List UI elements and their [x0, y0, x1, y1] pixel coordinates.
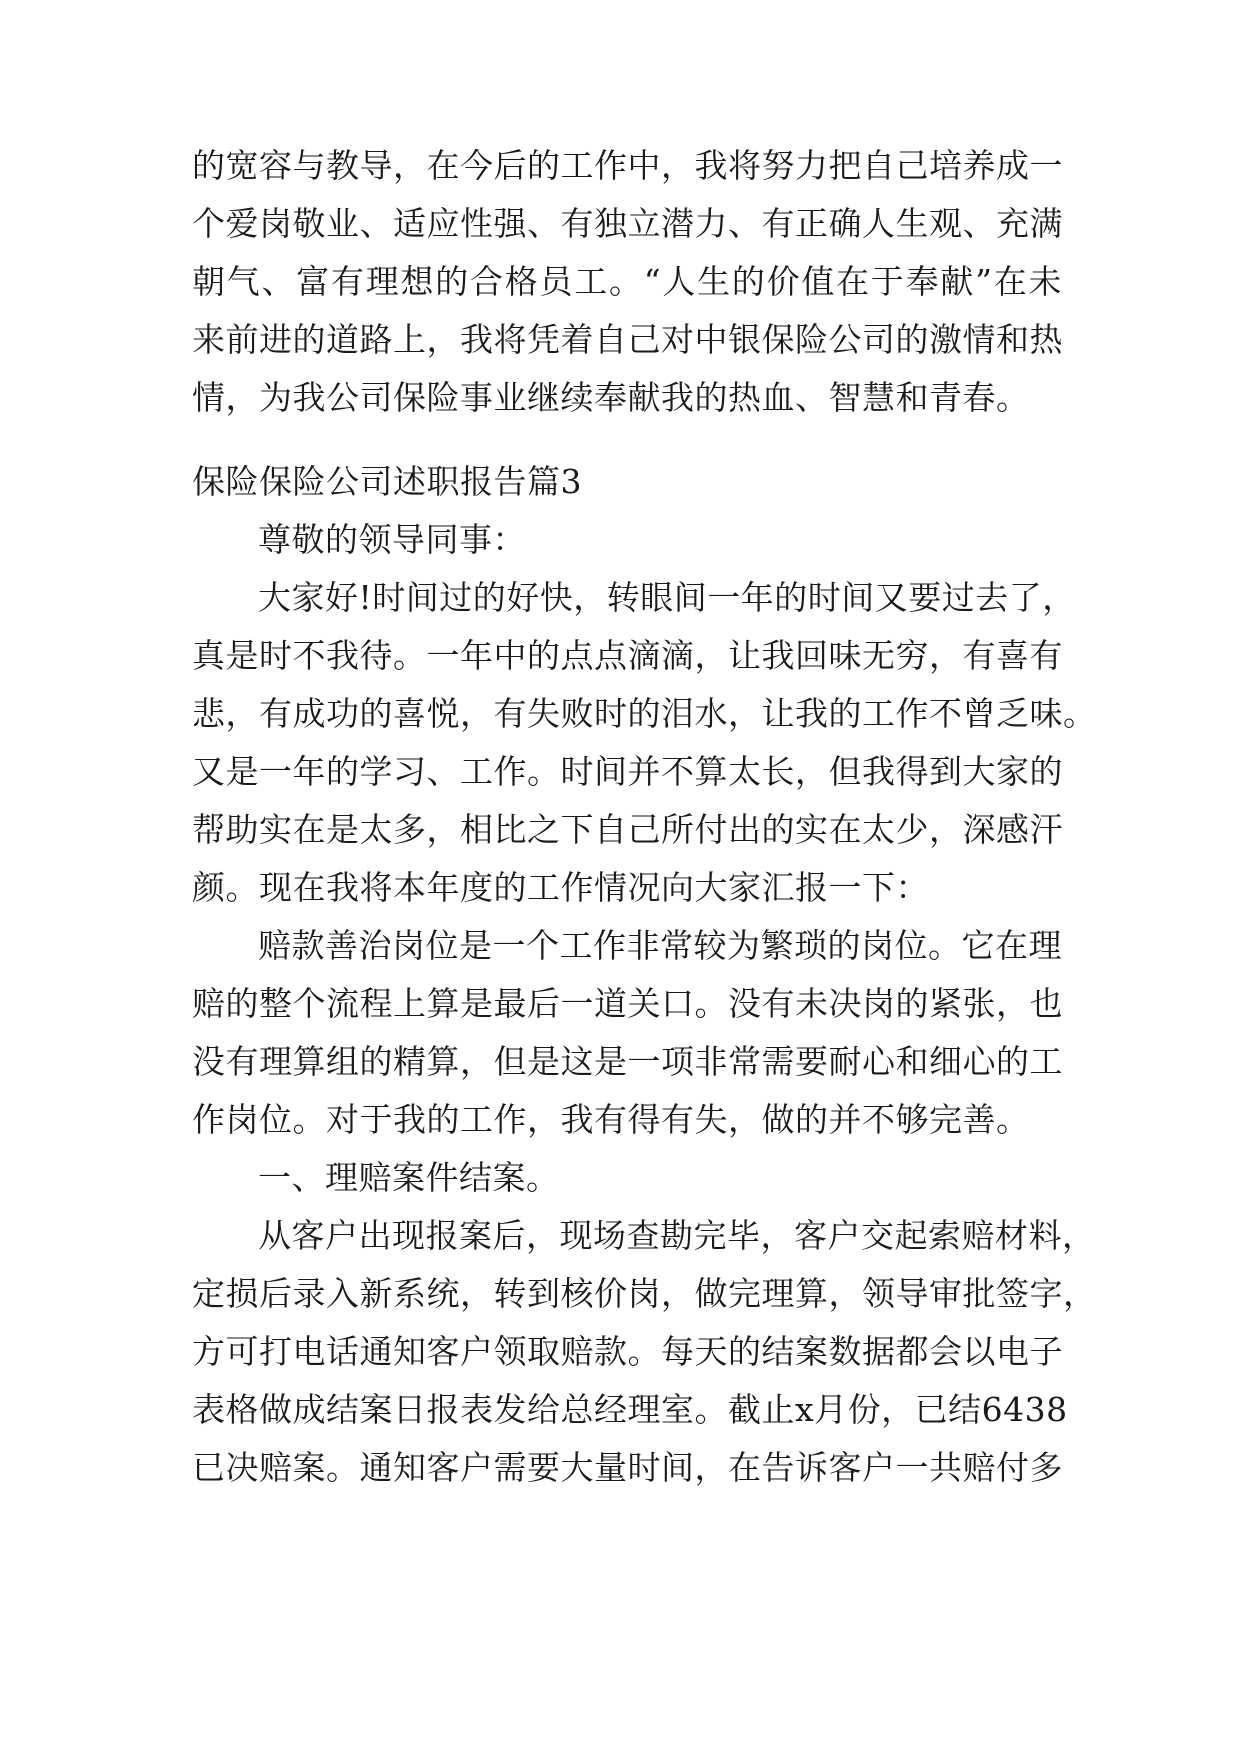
paragraph-line: 大家好!时间过的好快，转眼间一年的时间又要过去了， — [258, 578, 1076, 617]
paragraph-line: 又是一年的学习、工作。时间并不算太长，但我得到大家的 — [192, 752, 1063, 791]
paragraph-line: 来前进的道路上，我将凭着自己对中银保险公司的激情和热 — [192, 320, 1063, 359]
subsection-heading: 一、理赔案件结案。 — [258, 1158, 560, 1197]
paragraph-line: 情，为我公司保险事业继续奉献我的热血、智慧和青春。 — [192, 378, 1030, 417]
paragraph-line: 颜。现在我将本年度的工作情况向大家汇报一下： — [192, 868, 929, 907]
paragraph-line: 赔的整个流程上算是最后一道关口。没有未决岗的紧张，也 — [192, 984, 1063, 1023]
salutation: 尊敬的领导同事： — [258, 520, 526, 559]
paragraph-line: 朝气、富有理想的合格员工。“人生的价值在于奉献”在未 — [192, 262, 1062, 301]
paragraph-line: 表格做成结案日报表发给总经理室。截止x月份，已结6438 — [192, 1390, 1068, 1429]
paragraph-line: 真是时不我待。一年中的点点滴滴，让我回味无穷，有喜有 — [192, 636, 1063, 675]
paragraph-line: 悲，有成功的喜悦，有失败时的泪水，让我的工作不曾乏味。 — [192, 694, 1097, 733]
paragraph-line: 定损后录入新系统，转到核价岗，做完理算，领导审批签字， — [192, 1274, 1097, 1313]
paragraph-line: 没有理算组的精算，但是这是一项非常需要耐心和细心的工 — [192, 1042, 1063, 1081]
paragraph-line: 作岗位。对于我的工作，我有得有失，做的并不够完善。 — [192, 1100, 1030, 1139]
paragraph-line: 个爱岗敬业、适应性强、有独立潜力、有正确人生观、充满 — [192, 204, 1063, 243]
paragraph-line: 帮助实在是太多，相比之下自己所付出的实在太少，深感汗 — [192, 810, 1063, 849]
paragraph-line: 赔款善治岗位是一个工作非常较为繁琐的岗位。它在理 — [258, 926, 1062, 965]
paragraph-line: 从客户出现报案后，现场查勘完毕，客户交起索赔材料， — [258, 1216, 1096, 1255]
section-heading: 保险保险公司述职报告篇3 — [192, 462, 582, 501]
paragraph-line: 已决赔案。通知客户需要大量时间，在告诉客户一共赔付多 — [192, 1448, 1063, 1487]
paragraph-line: 的宽容与教导，在今后的工作中，我将努力把自己培养成一 — [192, 146, 1063, 185]
paragraph-line: 方可打电话通知客户领取赔款。每天的结案数据都会以电子 — [192, 1332, 1063, 1371]
